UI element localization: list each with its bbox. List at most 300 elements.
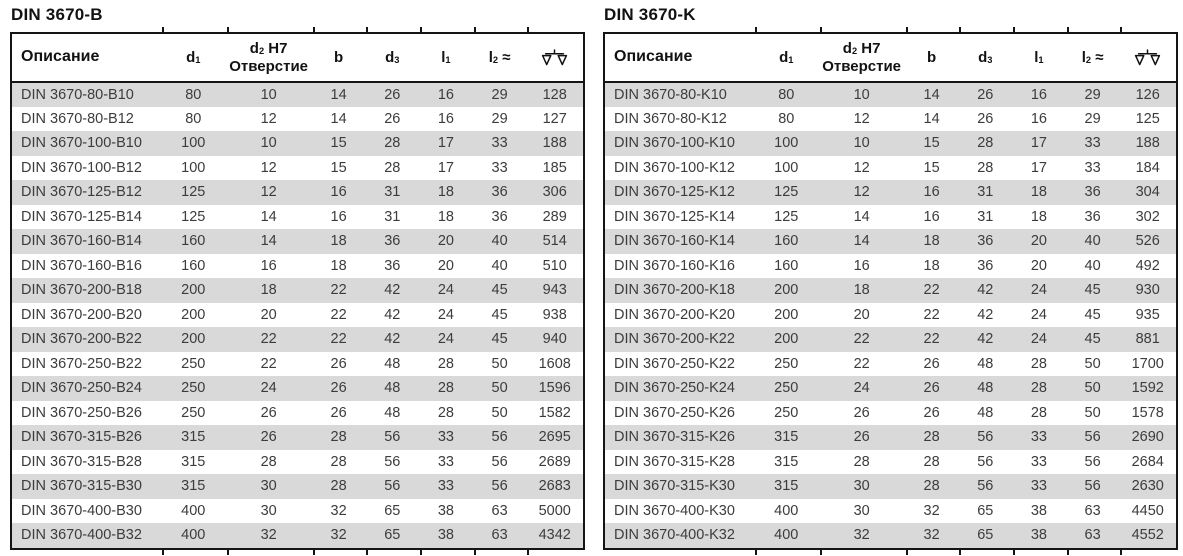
table-row xyxy=(12,303,583,328)
cell-d3: 26 xyxy=(384,86,401,103)
scale-icon xyxy=(1134,49,1161,67)
table-body xyxy=(12,82,583,548)
column-divider-tick xyxy=(1120,550,1122,555)
table-row xyxy=(605,352,1176,377)
cell-weight: 881 xyxy=(1135,331,1160,348)
cell-weight: 1592 xyxy=(1131,380,1164,397)
cell-l2: 56 xyxy=(491,429,508,446)
cell-b: 16 xyxy=(330,208,347,225)
cell-l2: 50 xyxy=(491,404,508,421)
cell-d1: 250 xyxy=(774,380,799,397)
table-row xyxy=(605,156,1176,181)
cell-d1: 315 xyxy=(774,478,799,495)
cell-b: 18 xyxy=(330,233,347,250)
cell-l2: 36 xyxy=(1084,208,1101,225)
cell-weight: 492 xyxy=(1135,257,1160,274)
cell-d3: 56 xyxy=(977,478,994,495)
scale-icon xyxy=(541,49,568,67)
cell-d2: 16 xyxy=(260,257,277,274)
cell-d1: 80 xyxy=(778,86,795,103)
spec-table xyxy=(12,34,583,548)
cell-d2: 10 xyxy=(853,135,870,152)
header-label: Описание xyxy=(614,48,693,66)
cell-d2: 16 xyxy=(853,257,870,274)
cell-d2: 14 xyxy=(260,208,277,225)
cell-weight: 2690 xyxy=(1131,429,1164,446)
cell-b: 32 xyxy=(923,527,940,544)
cell-weight: 2695 xyxy=(538,429,571,446)
cell-b: 18 xyxy=(923,257,940,274)
cell-description: DIN 3670-315-B28 xyxy=(21,453,142,470)
table-row xyxy=(12,376,583,401)
cell-l1: 33 xyxy=(437,453,454,470)
cell-weight: 943 xyxy=(542,282,567,299)
cell-b: 26 xyxy=(923,404,940,421)
table-body xyxy=(605,82,1176,548)
cell-d3: 28 xyxy=(384,135,401,152)
table-row xyxy=(12,82,583,107)
cell-weight: 5000 xyxy=(538,502,571,519)
cell-description: DIN 3670-200-B18 xyxy=(21,282,142,299)
cell-description: DIN 3670-80-K12 xyxy=(614,110,727,127)
cell-b: 26 xyxy=(330,355,347,372)
cell-d1: 200 xyxy=(774,306,799,323)
cell-d1: 250 xyxy=(181,380,206,397)
table-section-din-3670-k xyxy=(603,3,1178,550)
cell-description: DIN 3670-200-K22 xyxy=(614,331,735,348)
cell-l1: 38 xyxy=(437,527,454,544)
cell-description: DIN 3670-125-B12 xyxy=(21,184,142,201)
cell-weight: 188 xyxy=(542,135,567,152)
cell-l1: 16 xyxy=(1030,110,1047,127)
cell-d2: 14 xyxy=(853,208,870,225)
cell-d3: 26 xyxy=(384,110,401,127)
cell-description: DIN 3670-125-B14 xyxy=(21,208,142,225)
column-divider-tick xyxy=(313,27,315,32)
cell-weight: 938 xyxy=(542,306,567,323)
cell-l1: 38 xyxy=(1030,527,1047,544)
table-row xyxy=(605,499,1176,524)
column-divider-tick xyxy=(959,550,961,555)
cell-l2: 45 xyxy=(491,331,508,348)
table-row xyxy=(12,156,583,181)
cell-description: DIN 3670-160-B16 xyxy=(21,257,142,274)
header-label: $d_2$ H7 xyxy=(249,39,288,57)
cell-b: 32 xyxy=(330,502,347,519)
cell-d3: 36 xyxy=(977,257,994,274)
cell-d1: 250 xyxy=(181,404,206,421)
cell-d1: 200 xyxy=(181,331,206,348)
cell-description: DIN 3670-100-K12 xyxy=(614,159,735,176)
column-divider-tick xyxy=(755,27,757,32)
cell-weight: 1700 xyxy=(1131,355,1164,372)
cell-d3: 65 xyxy=(384,527,401,544)
cell-d3: 65 xyxy=(977,502,994,519)
header-label-line2: Отверстие xyxy=(822,57,902,75)
cell-l1: 16 xyxy=(1030,86,1047,103)
column-divider-tick xyxy=(366,27,368,32)
cell-d2: 24 xyxy=(853,380,870,397)
cell-b: 15 xyxy=(923,135,940,152)
cell-b: 14 xyxy=(330,110,347,127)
cell-l2: 56 xyxy=(1084,429,1101,446)
cell-d3: 56 xyxy=(384,429,401,446)
cell-b: 14 xyxy=(923,86,940,103)
cell-d3: 31 xyxy=(977,184,994,201)
cell-l1: 24 xyxy=(437,331,454,348)
cell-description: DIN 3670-80-K10 xyxy=(614,86,727,103)
cell-d3: 48 xyxy=(977,380,994,397)
cell-d1: 160 xyxy=(181,257,206,274)
column-header-l1 xyxy=(1012,34,1066,82)
cell-d2: 12 xyxy=(260,159,277,176)
cell-l1: 24 xyxy=(1030,331,1047,348)
cell-l2: 36 xyxy=(491,184,508,201)
cell-d1: 160 xyxy=(774,257,799,274)
cell-l2: 33 xyxy=(1084,135,1101,152)
cell-weight: 1578 xyxy=(1131,404,1164,421)
cell-l1: 17 xyxy=(1030,135,1047,152)
cell-l1: 33 xyxy=(1030,478,1047,495)
table-row xyxy=(605,450,1176,475)
cell-b: 26 xyxy=(330,380,347,397)
cell-d2: 22 xyxy=(260,331,277,348)
table-row xyxy=(605,523,1176,548)
cell-l1: 17 xyxy=(437,135,454,152)
table-row xyxy=(605,205,1176,230)
cell-d3: 42 xyxy=(977,306,994,323)
cell-d1: 125 xyxy=(774,184,799,201)
column-header-l1 xyxy=(419,34,473,82)
table-section-din-3670-b xyxy=(10,3,585,550)
table-header xyxy=(12,34,583,82)
table-row xyxy=(12,205,583,230)
column-divider-tick xyxy=(420,550,422,555)
cell-l2: 50 xyxy=(1084,355,1101,372)
cell-d1: 125 xyxy=(181,208,206,225)
cell-b: 14 xyxy=(330,86,347,103)
cell-b: 26 xyxy=(923,380,940,397)
cell-l1: 28 xyxy=(1030,355,1047,372)
table-row xyxy=(605,376,1176,401)
cell-b: 28 xyxy=(330,429,347,446)
cell-d3: 48 xyxy=(977,355,994,372)
header-label: $l_1$ xyxy=(441,48,451,66)
cell-b: 22 xyxy=(923,331,940,348)
table-row xyxy=(12,229,583,254)
column-divider-tick xyxy=(1067,27,1069,32)
cell-description: DIN 3670-125-K14 xyxy=(614,208,735,225)
table-row xyxy=(605,82,1176,107)
cell-l1: 16 xyxy=(437,86,454,103)
cell-l2: 45 xyxy=(1084,306,1101,323)
table-title: DIN 3670-B xyxy=(11,5,103,24)
cell-l2: 50 xyxy=(491,355,508,372)
cell-l2: 63 xyxy=(491,527,508,544)
cell-d3: 56 xyxy=(977,453,994,470)
cell-l1: 33 xyxy=(1030,429,1047,446)
cell-description: DIN 3670-400-K32 xyxy=(614,527,735,544)
column-header-b xyxy=(905,34,959,82)
cell-d3: 36 xyxy=(977,233,994,250)
cell-weight: 526 xyxy=(1135,233,1160,250)
cell-description: DIN 3670-200-K18 xyxy=(614,282,735,299)
column-divider-tick xyxy=(1067,550,1069,555)
cell-b: 15 xyxy=(330,159,347,176)
cell-weight: 1596 xyxy=(538,380,571,397)
cell-l2: 36 xyxy=(491,208,508,225)
cell-weight: 125 xyxy=(1135,110,1160,127)
cell-description: DIN 3670-160-K16 xyxy=(614,257,735,274)
cell-b: 28 xyxy=(330,478,347,495)
cell-d1: 80 xyxy=(185,86,202,103)
cell-d2: 10 xyxy=(853,86,870,103)
cell-d3: 42 xyxy=(977,282,994,299)
cell-description: DIN 3670-400-K30 xyxy=(614,502,735,519)
column-header-d2 xyxy=(226,34,312,82)
cell-l1: 38 xyxy=(1030,502,1047,519)
cell-l2: 40 xyxy=(491,257,508,274)
cell-description: DIN 3670-100-B12 xyxy=(21,159,142,176)
header-label: Описание xyxy=(21,48,100,66)
cell-weight: 940 xyxy=(542,331,567,348)
header-label: $d_3$ xyxy=(385,48,400,66)
cell-b: 15 xyxy=(330,135,347,152)
cell-b: 26 xyxy=(923,355,940,372)
table-row xyxy=(12,352,583,377)
cell-d2: 26 xyxy=(853,404,870,421)
cell-d1: 315 xyxy=(181,453,206,470)
cell-l2: 45 xyxy=(491,306,508,323)
cell-d1: 125 xyxy=(774,208,799,225)
cell-d1: 100 xyxy=(181,135,206,152)
cell-l1: 18 xyxy=(1030,184,1047,201)
cell-d1: 160 xyxy=(774,233,799,250)
cell-l2: 63 xyxy=(1084,527,1101,544)
cell-l2: 63 xyxy=(1084,502,1101,519)
cell-l1: 24 xyxy=(1030,306,1047,323)
cell-d1: 160 xyxy=(181,233,206,250)
cell-description: DIN 3670-315-K26 xyxy=(614,429,735,446)
table-row xyxy=(12,499,583,524)
cell-d3: 26 xyxy=(977,86,994,103)
cell-d3: 56 xyxy=(384,478,401,495)
cell-l2: 45 xyxy=(1084,331,1101,348)
cell-description: DIN 3670-250-K26 xyxy=(614,404,735,421)
cell-l2: 40 xyxy=(1084,233,1101,250)
column-divider-tick xyxy=(366,550,368,555)
cell-b: 22 xyxy=(330,306,347,323)
cell-description: DIN 3670-315-K30 xyxy=(614,478,735,495)
cell-d3: 36 xyxy=(384,233,401,250)
cell-description: DIN 3670-80-B10 xyxy=(21,86,134,103)
cell-l1: 33 xyxy=(437,429,454,446)
cell-l2: 50 xyxy=(491,380,508,397)
column-header-l2 xyxy=(1066,34,1120,82)
cell-description: DIN 3670-125-K12 xyxy=(614,184,735,201)
cell-d1: 100 xyxy=(774,159,799,176)
column-header-d2 xyxy=(819,34,905,82)
column-divider-tick xyxy=(527,550,529,555)
cell-d3: 28 xyxy=(977,159,994,176)
cell-d1: 250 xyxy=(774,355,799,372)
cell-d2: 10 xyxy=(260,86,277,103)
cell-d3: 48 xyxy=(384,355,401,372)
cell-description: DIN 3670-80-B12 xyxy=(21,110,134,127)
column-divider-tick xyxy=(1013,27,1015,32)
cell-l2: 33 xyxy=(491,159,508,176)
cell-d1: 315 xyxy=(181,478,206,495)
cell-l1: 33 xyxy=(437,478,454,495)
cell-d2: 14 xyxy=(260,233,277,250)
cell-l1: 24 xyxy=(1030,282,1047,299)
cell-d3: 65 xyxy=(384,502,401,519)
cell-weight: 930 xyxy=(1135,282,1160,299)
cell-d2: 12 xyxy=(853,184,870,201)
cell-d3: 65 xyxy=(977,527,994,544)
table-row xyxy=(12,180,583,205)
cell-d1: 400 xyxy=(181,502,206,519)
column-header-d1 xyxy=(161,34,226,82)
cell-d3: 28 xyxy=(384,159,401,176)
cell-b: 16 xyxy=(923,208,940,225)
column-divider-tick xyxy=(906,550,908,555)
table-row xyxy=(605,180,1176,205)
cell-description: DIN 3670-315-B30 xyxy=(21,478,142,495)
header-label: $d_2$ H7 xyxy=(842,39,881,57)
header-label: $l_2$ ≈ xyxy=(488,48,511,66)
cell-d1: 100 xyxy=(181,159,206,176)
cell-weight: 304 xyxy=(1135,184,1160,201)
cell-d3: 31 xyxy=(384,208,401,225)
column-divider-tick xyxy=(1013,550,1015,555)
cell-weight: 1608 xyxy=(538,355,571,372)
cell-weight: 510 xyxy=(542,257,567,274)
column-header-description xyxy=(12,34,161,82)
column-divider-tick xyxy=(227,27,229,32)
cell-weight: 514 xyxy=(542,233,567,250)
cell-l1: 18 xyxy=(437,208,454,225)
cell-l1: 28 xyxy=(437,380,454,397)
cell-b: 28 xyxy=(330,453,347,470)
table-row xyxy=(12,474,583,499)
column-divider-tick xyxy=(527,27,529,32)
cell-weight: 185 xyxy=(542,159,567,176)
cell-b: 16 xyxy=(330,184,347,201)
cell-l1: 16 xyxy=(437,110,454,127)
table-row xyxy=(605,107,1176,132)
cell-l1: 20 xyxy=(437,257,454,274)
cell-weight: 126 xyxy=(1135,86,1160,103)
cell-l1: 17 xyxy=(437,159,454,176)
cell-b: 32 xyxy=(923,502,940,519)
cell-description: DIN 3670-315-B26 xyxy=(21,429,142,446)
cell-l1: 18 xyxy=(1030,208,1047,225)
cell-l1: 24 xyxy=(437,306,454,323)
cell-d3: 48 xyxy=(384,404,401,421)
header-label: $d_3$ xyxy=(978,48,993,66)
cell-b: 26 xyxy=(330,404,347,421)
cell-d2: 20 xyxy=(260,306,277,323)
cell-weight: 4342 xyxy=(538,527,571,544)
cell-weight: 2683 xyxy=(538,478,571,495)
cell-weight: 2630 xyxy=(1131,478,1164,495)
column-header-d1 xyxy=(754,34,819,82)
table-frame xyxy=(10,32,585,550)
cell-d3: 42 xyxy=(384,306,401,323)
table-row xyxy=(605,229,1176,254)
cell-d1: 315 xyxy=(774,429,799,446)
cell-l2: 50 xyxy=(1084,404,1101,421)
cell-weight: 306 xyxy=(542,184,567,201)
cell-d2: 28 xyxy=(260,453,277,470)
cell-weight: 128 xyxy=(542,86,567,103)
cell-d2: 20 xyxy=(853,306,870,323)
table-row xyxy=(605,474,1176,499)
cell-description: DIN 3670-400-B32 xyxy=(21,527,142,544)
cell-d2: 12 xyxy=(853,110,870,127)
table-row xyxy=(605,278,1176,303)
column-header-weight xyxy=(1119,34,1176,82)
cell-b: 28 xyxy=(923,453,940,470)
header-label: b xyxy=(334,48,344,66)
cell-b: 22 xyxy=(923,306,940,323)
table-row xyxy=(12,450,583,475)
column-header-weight xyxy=(526,34,583,82)
cell-b: 22 xyxy=(330,331,347,348)
cell-description: DIN 3670-160-K14 xyxy=(614,233,735,250)
column-divider-tick xyxy=(474,550,476,555)
header-label: b xyxy=(927,48,937,66)
table-row xyxy=(605,254,1176,279)
cell-d2: 26 xyxy=(260,404,277,421)
cell-d2: 18 xyxy=(260,282,277,299)
cell-d1: 200 xyxy=(774,331,799,348)
column-divider-tick xyxy=(162,27,164,32)
cell-b: 18 xyxy=(330,257,347,274)
cell-d1: 200 xyxy=(181,282,206,299)
cell-l1: 38 xyxy=(437,502,454,519)
header-label: $d_1$ xyxy=(186,48,201,66)
cell-l2: 29 xyxy=(1084,86,1101,103)
column-divider-tick xyxy=(162,550,164,555)
cell-weight: 2689 xyxy=(538,453,571,470)
cell-d2: 26 xyxy=(260,429,277,446)
cell-l2: 36 xyxy=(1084,184,1101,201)
cell-b: 22 xyxy=(923,282,940,299)
column-divider-tick xyxy=(906,27,908,32)
cell-weight: 4450 xyxy=(1131,502,1164,519)
table-row xyxy=(605,327,1176,352)
cell-d1: 125 xyxy=(181,184,206,201)
table-row xyxy=(12,254,583,279)
cell-d2: 30 xyxy=(853,478,870,495)
cell-l1: 28 xyxy=(437,355,454,372)
table-row xyxy=(12,131,583,156)
header-label: $d_1$ xyxy=(779,48,794,66)
cell-description: DIN 3670-200-K20 xyxy=(614,306,735,323)
cell-l2: 56 xyxy=(1084,453,1101,470)
cell-l1: 20 xyxy=(1030,233,1047,250)
table-row xyxy=(605,131,1176,156)
cell-d2: 22 xyxy=(853,355,870,372)
cell-d2: 24 xyxy=(260,380,277,397)
cell-d3: 28 xyxy=(977,135,994,152)
column-divider-tick xyxy=(959,27,961,32)
column-divider-tick xyxy=(227,550,229,555)
cell-description: DIN 3670-200-B22 xyxy=(21,331,142,348)
cell-d1: 200 xyxy=(774,282,799,299)
